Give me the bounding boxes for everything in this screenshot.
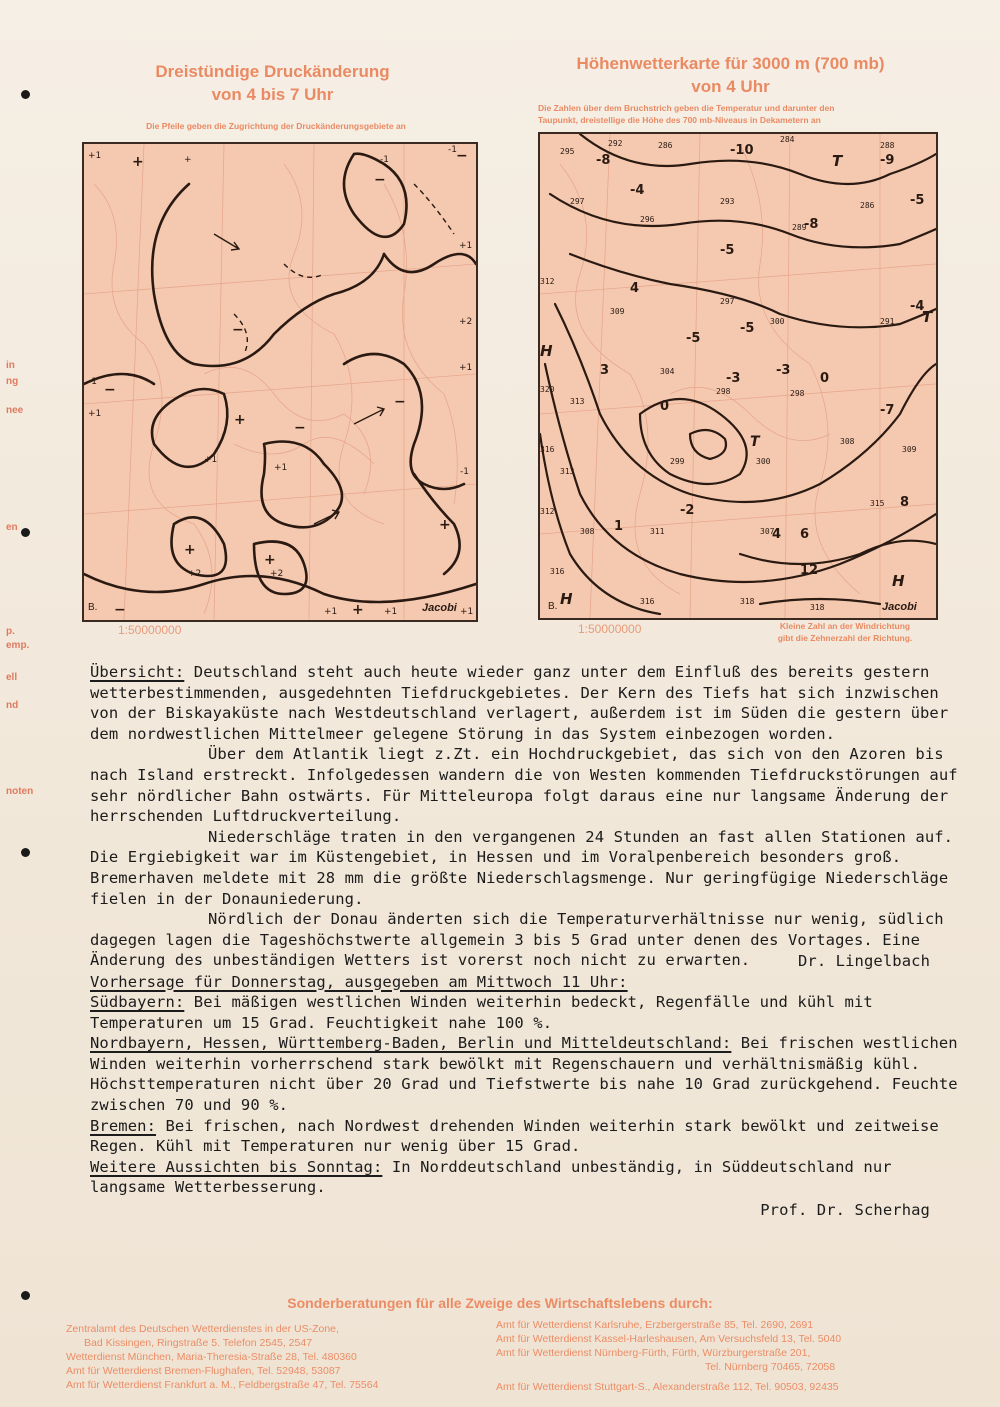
svg-text:297: 297 — [570, 197, 585, 206]
outlook-label: Weitere Aussichten bis Sonntag: — [90, 1157, 383, 1176]
svg-text:312: 312 — [540, 277, 555, 286]
forecast-signature: Prof. Dr. Scherhag — [760, 1201, 930, 1220]
margin-fragment: ell — [6, 672, 18, 683]
svg-text:311: 311 — [650, 527, 665, 536]
overview-paragraph-3: Niederschläge traten in den vergangenen 24 Stunden an fast allen Stationen auf. Die Ergiebigkeit war im Küstengebiet, in Hessen und im Voralpenbereich besonders groß. Bremerhaven meldete mit 28 mm die größte Niederschlagsmenge. Nur geringfügige Niederschläge fielen in der Donauniederung. — [90, 827, 954, 908]
left-map-title-line1: Dreistündige Druckänderung — [155, 62, 390, 81]
footer-left-line: Amt für Wetterdienst Frankfurt a. M., Feldbergstraße 47, Tel. 75564 — [66, 1379, 379, 1391]
svg-text:+: + — [352, 602, 364, 618]
svg-text:+2: +2 — [459, 317, 473, 327]
footer-right-line: Amt für Wetterdienst Kassel-Harleshausen, Am Versuchsfeld 13, Tel. 5040 — [496, 1333, 842, 1345]
svg-text:316: 316 — [640, 597, 655, 606]
punch-hole — [21, 90, 30, 99]
right-map-note — [538, 102, 938, 126]
svg-text:+1: +1 — [460, 607, 474, 617]
svg-text:308: 308 — [840, 437, 855, 446]
margin-fragment: nd — [6, 700, 19, 711]
upper-air-map — [538, 132, 938, 620]
svg-text:-9: -9 — [880, 153, 895, 168]
svg-text:315: 315 — [870, 499, 885, 508]
svg-text:T: T — [922, 308, 933, 326]
svg-text:-10: -10 — [730, 143, 754, 158]
svg-text:+: + — [184, 155, 192, 165]
svg-text:−: − — [104, 382, 116, 398]
svg-text:300: 300 — [770, 317, 785, 326]
svg-text:+1: +1 — [384, 607, 398, 617]
svg-text:−: − — [114, 602, 126, 618]
margin-fragment: ng — [6, 376, 19, 387]
right-map-legend-line2: gibt die Zehnerzahl der Richtung. — [777, 633, 913, 643]
left-map-title-line2: von 4 bis 7 Uhr — [211, 85, 334, 104]
svg-text:-8: -8 — [804, 217, 819, 232]
svg-text:-4: -4 — [910, 299, 925, 314]
svg-text:12: 12 — [800, 563, 819, 578]
svg-text:+1: +1 — [274, 463, 288, 473]
svg-text:-3: -3 — [776, 363, 791, 378]
svg-text:T: T — [832, 152, 843, 170]
svg-text:6: 6 — [800, 527, 810, 542]
left-map-corner: B. — [88, 602, 98, 613]
left-map-signature: Jacobi — [422, 602, 457, 614]
svg-text:4: 4 — [772, 527, 782, 542]
forecast-outlook — [90, 1157, 970, 1198]
svg-text:-1: -1 — [88, 377, 97, 387]
margin-fragment: nee — [6, 405, 24, 416]
svg-text:-5: -5 — [740, 321, 755, 336]
svg-text:−: − — [394, 394, 406, 410]
svg-text:304: 304 — [660, 367, 675, 376]
svg-text:−: − — [232, 322, 244, 338]
svg-text:+: + — [264, 552, 276, 568]
svg-text:-5: -5 — [686, 331, 701, 346]
svg-text:T: T — [750, 434, 760, 450]
svg-text:295: 295 — [560, 147, 575, 156]
svg-text:+: + — [132, 154, 144, 170]
svg-text:313: 313 — [560, 467, 575, 476]
svg-text:320: 320 — [540, 385, 555, 394]
svg-text:293: 293 — [720, 197, 735, 206]
overview-paragraph-1 — [90, 662, 970, 744]
overview-text-1: Deutschland steht auch heute wieder ganz unter dem Einfluß des bereits gestern wetterbestimmenden, ausgedehnten Tiefdruckgebietes. Der Kern des Tiefs hat sich inzwischen von der Biskayaküste nach Westdeutschland verlagert, außerdem ist im Süden die gestern über dem nordwestlichen Mittelmeer gelegene Störung in das System einbezogen worden. — [90, 663, 949, 743]
svg-text:H: H — [560, 590, 573, 608]
svg-text:309: 309 — [610, 307, 625, 316]
footer-right-line: Amt für Wetterdienst Nürnberg-Fürth, Fürth, Würzburgerstraße 201, — [496, 1347, 811, 1359]
forecast-heading: Vorhersage für Donnerstag, ausgegeben am Mittwoch 11 Uhr: — [90, 972, 628, 991]
right-map-title-line2: von 4 Uhr — [691, 77, 770, 96]
svg-text:0: 0 — [820, 371, 830, 386]
svg-text:288: 288 — [880, 141, 895, 150]
svg-text:318: 318 — [740, 597, 755, 606]
svg-text:292: 292 — [608, 139, 623, 148]
right-map-signature: Jacobi — [882, 601, 917, 613]
forecast-south — [90, 992, 970, 1033]
svg-text:+2: +2 — [188, 569, 202, 579]
forecast-north — [90, 1033, 970, 1115]
right-map-corner: B. — [548, 601, 558, 612]
svg-text:+1: +1 — [459, 363, 473, 373]
punch-hole — [21, 528, 30, 537]
right-map-title — [538, 52, 923, 98]
footer-left-line: Zentralamt des Deutschen Wetterdienstes in der US-Zone, — [66, 1323, 339, 1335]
upper-air-map-drawing — [540, 134, 936, 618]
svg-text:+2: +2 — [270, 569, 284, 579]
overview-signature: Dr. Lingelbach — [797, 951, 930, 970]
overview-paragraph-2: Über dem Atlantik liegt z.Zt. ein Hochdruckgebiet, das sich von den Azoren bis nach Island erstreckt. Infolgedessen wandern die von Westen kommenden Tiefdruckstörungen auf sehr nördlicher Bahn ostwärts. Für Mitteleuropa folgt daraus eine nur langsame Änderung der herrschenden Luftdruckverteilung. — [90, 745, 958, 826]
south-label: Südbayern: — [90, 993, 185, 1012]
right-map-note-line2: Taupunkt, dreistellige die Höhe des 700 mb-Niveaus in Dekametern an — [538, 115, 821, 125]
svg-text:4: 4 — [630, 281, 640, 296]
svg-text:1: 1 — [614, 519, 624, 534]
svg-text:+1: +1 — [204, 455, 218, 465]
margin-fragment: en — [6, 522, 18, 533]
margin-fragment: in — [6, 360, 15, 371]
left-map-title — [80, 60, 465, 106]
svg-text:-7: -7 — [880, 403, 895, 418]
svg-text:-3: -3 — [726, 371, 741, 386]
svg-text:+: + — [234, 412, 246, 428]
pressure-change-map-drawing — [84, 144, 476, 620]
svg-text:H: H — [540, 342, 553, 360]
svg-text:299: 299 — [670, 457, 685, 466]
north-text: Bei frischen westlichen Winden weiterhin vorherrschend stark bewölkt mit Regenschauern und verhältnismäßig kühl. Höchsttemperaturen nicht über 20 Grad und Tiefstwerte bis nahe 10 Grad zurückgehend. Feuchte zwischen 70 und 90 %. — [90, 1034, 958, 1115]
svg-text:286: 286 — [860, 201, 875, 210]
footer-right-line: Tel. Nürnberg 70465, 72058 — [704, 1361, 836, 1373]
svg-text:8: 8 — [900, 495, 910, 510]
margin-fragment: emp. — [6, 640, 30, 651]
svg-text:+1: +1 — [459, 241, 473, 251]
svg-text:+1: +1 — [324, 607, 338, 617]
footer-left-column — [66, 1322, 378, 1392]
svg-text:296: 296 — [640, 215, 655, 224]
svg-text:309: 309 — [902, 445, 917, 454]
right-map-note-line1: Die Zahlen über dem Bruchstrich geben die Temperatur und darunter den — [538, 103, 835, 113]
right-map-legend — [745, 620, 945, 644]
svg-text:-2: -2 — [680, 503, 695, 518]
svg-text:312: 312 — [540, 507, 555, 516]
bulletin-text — [90, 662, 970, 1221]
north-label: Nordbayern, Hessen, Württemberg-Baden, Berlin und Mitteldeutschland: — [90, 1034, 732, 1053]
right-map-legend-line1: Kleine Zahl an der Windrichtung — [779, 621, 911, 631]
svg-text:−: − — [374, 172, 386, 188]
pressure-change-map — [82, 142, 478, 622]
outlook-text: In Norddeutschland unbeständig, in Süddeutschland nur langsame Wetterbesserung. — [90, 1157, 892, 1197]
south-text: Bei mäßigen westlichen Winden weiterhin bedeckt, Regenfälle und kühl mit Temperaturen um 15 Grad. Feuchtigkeit nahe 100 %. — [90, 993, 873, 1032]
svg-text:+: + — [439, 517, 451, 533]
overview-label: Übersicht: — [90, 663, 185, 681]
svg-text:316: 316 — [540, 445, 555, 454]
footer-left-line: Amt für Wetterdienst Bremen-Flughafen, Tel. 52948, 53087 — [66, 1365, 341, 1377]
svg-text:+1: +1 — [88, 151, 102, 161]
bremen-label: Bremen: — [90, 1116, 157, 1135]
svg-text:-1: -1 — [380, 155, 389, 165]
svg-text:284: 284 — [780, 135, 795, 144]
svg-text:-5: -5 — [720, 243, 735, 258]
svg-text:289: 289 — [792, 223, 807, 232]
svg-text:H: H — [892, 572, 905, 590]
footer-right-line: Amt für Wetterdienst Karlsruhe, Erzbergerstraße 85, Tel. 2690, 2691 — [496, 1319, 814, 1331]
footer-heading: Sonderberatungen für alle Zweige des Wirtschaftslebens durch: — [287, 1295, 713, 1311]
margin-fragment: noten — [6, 786, 34, 797]
overview-paragraph-4: Nördlich der Donau änderten sich die Temperaturverhältnisse nur wenig, südlich dagegen lagen die Tageshöchstwerte allgemein 3 bis 5 Grad unter denen des Vortages. Eine Änderung des unbeständigen Wetters ist vorerst noch nicht zu erwarten. — [90, 910, 944, 970]
svg-text:318: 318 — [810, 603, 825, 612]
forecast-bremen — [90, 1116, 970, 1157]
svg-text:300: 300 — [756, 457, 771, 466]
bremen-text: Bei frischen, nach Nordwest drehenden Winden weiterhin stark bewölkt und zeitweise Regen. Kühl mit Temperaturen nur wenig über 15 Grad. — [90, 1116, 939, 1156]
svg-text:313: 313 — [570, 397, 585, 406]
right-map-title-line1: Höhenwetterkarte für 3000 m (700 mb) — [576, 54, 885, 73]
footer-left-line: Wetterdienst München, Maria-Theresia-Straße 28, Tel. 480360 — [66, 1351, 357, 1363]
svg-text:-5: -5 — [910, 193, 925, 208]
svg-text:307: 307 — [760, 527, 775, 536]
svg-text:298: 298 — [716, 387, 731, 396]
svg-text:-1: -1 — [448, 145, 457, 155]
svg-text:316: 316 — [550, 567, 565, 576]
margin-fragment: p. — [6, 626, 15, 637]
svg-text:-4: -4 — [630, 183, 645, 198]
left-map-scale: 1:50000000 — [118, 623, 182, 637]
svg-text:3: 3 — [600, 363, 610, 378]
svg-text:0: 0 — [660, 399, 670, 414]
svg-text:286: 286 — [658, 141, 673, 150]
left-map-note: Die Pfeile geben die Zugrichtung der Druckänderungsgebiete an — [146, 121, 406, 131]
svg-text:308: 308 — [580, 527, 595, 536]
svg-text:297: 297 — [720, 297, 735, 306]
svg-text:-8: -8 — [596, 153, 611, 168]
svg-text:−: − — [294, 420, 306, 436]
svg-text:+: + — [184, 542, 196, 558]
svg-text:298: 298 — [790, 389, 805, 398]
svg-text:-1: -1 — [460, 467, 469, 477]
footer-left-line: Bad Kissingen, Ringstraße 5. Telefon 2545, 2547 — [84, 1337, 313, 1349]
footer-right-column — [496, 1318, 841, 1394]
svg-text:+1: +1 — [88, 409, 102, 419]
svg-text:−: − — [456, 148, 468, 164]
right-map-scale: 1:50000000 — [578, 622, 642, 636]
svg-text:291: 291 — [880, 317, 895, 326]
footer-right-line: Amt für Wetterdienst Stuttgart-S., Alexanderstraße 112, Tel. 90503, 92435 — [496, 1381, 839, 1393]
punch-hole — [21, 848, 30, 857]
